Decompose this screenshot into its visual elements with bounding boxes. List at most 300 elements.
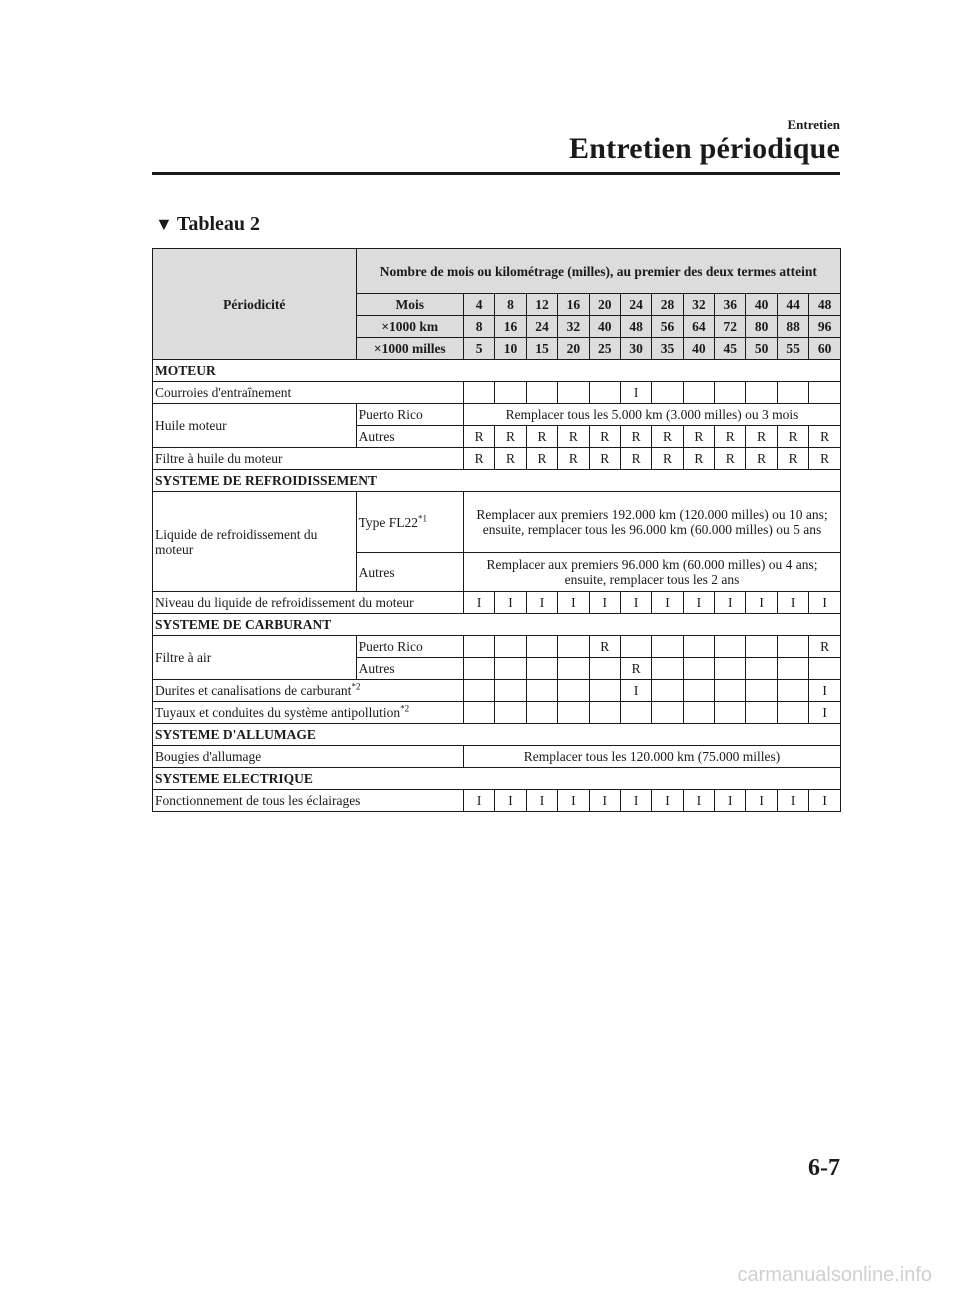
- mark-cell-text: R: [694, 429, 704, 444]
- mark-cell-text: I: [539, 595, 545, 610]
- mark-cell: [746, 702, 777, 724]
- mark-cell-text: R: [474, 429, 484, 444]
- interval-value-text: 24: [629, 297, 643, 312]
- mark-cell: [620, 790, 651, 812]
- interval-value-text: 32: [566, 319, 581, 334]
- mark-cell: [777, 790, 808, 812]
- interval-value: [809, 338, 841, 360]
- interval-label-text: ×1000 km: [381, 319, 439, 334]
- mark-cell: [746, 426, 777, 448]
- interval-value: [620, 316, 651, 338]
- interval-value: [715, 294, 746, 316]
- item-label-text: Liquide de refroidissement du moteur: [155, 526, 318, 557]
- mark-cell: [652, 448, 683, 470]
- item-note: [463, 404, 840, 426]
- mark-cell: [495, 658, 526, 680]
- mark-cell: [558, 790, 589, 812]
- mark-cell: [652, 658, 683, 680]
- mark-cell-text: I: [790, 793, 796, 808]
- mark-cell: [589, 680, 620, 702]
- mark-cell: [526, 448, 557, 470]
- mark-cell-text: R: [568, 451, 578, 466]
- interval-value-text: 8: [475, 319, 483, 334]
- table-row: [153, 746, 841, 768]
- mark-cell: [809, 448, 841, 470]
- interval-value-text: 60: [817, 341, 832, 356]
- mark-cell: [809, 702, 841, 724]
- mark-cell: [809, 658, 841, 680]
- mark-cell: [558, 382, 589, 404]
- mark-cell: [558, 702, 589, 724]
- periodicity-label: [153, 249, 357, 360]
- mark-cell-text: R: [757, 451, 767, 466]
- mark-cell-text: R: [694, 451, 704, 466]
- mark-cell-text: I: [822, 793, 827, 808]
- sub-label: [356, 553, 463, 592]
- mark-cell-text: I: [822, 683, 827, 698]
- interval-value: [809, 316, 841, 338]
- mark-cell: [558, 658, 589, 680]
- interval-value: [589, 338, 620, 360]
- mark-cell: [809, 636, 841, 658]
- footnote-ref: *2: [400, 703, 410, 714]
- mark-cell-text: I: [476, 595, 482, 610]
- sub-label: [356, 658, 463, 680]
- interval-value: [652, 316, 683, 338]
- mark-cell-text: I: [476, 793, 482, 808]
- interval-value: [683, 316, 714, 338]
- mark-cell-text: R: [788, 429, 798, 444]
- interval-value-text: 36: [723, 297, 738, 312]
- interval-value: [652, 338, 683, 360]
- item-note-text: Remplacer tous les 5.000 km (3.000 milles) ou 3 mois: [505, 407, 799, 422]
- mark-cell-text: I: [728, 595, 733, 610]
- interval-value-text: 32: [692, 297, 706, 312]
- sub-label-text: Puerto Rico: [358, 639, 423, 654]
- mark-cell: [463, 702, 494, 724]
- interval-caption: [356, 249, 840, 294]
- interval-value: [809, 294, 841, 316]
- mark-cell: [652, 790, 683, 812]
- sub-label-text: Autres: [358, 564, 395, 580]
- item-note: [463, 746, 840, 768]
- table-row: [153, 592, 841, 614]
- mark-cell: [526, 790, 557, 812]
- mark-cell-text: R: [725, 429, 735, 444]
- interval-value-text: 24: [535, 319, 549, 334]
- mark-cell: [589, 702, 620, 724]
- sub-label: [356, 636, 463, 658]
- mark-cell: [558, 636, 589, 658]
- item-label: [153, 636, 357, 680]
- mark-cell: [652, 636, 683, 658]
- watermark: carmanualsonline.info: [737, 1264, 932, 1286]
- triangle-marker-icon: ▼: [155, 214, 173, 234]
- mark-cell-text: R: [725, 451, 735, 466]
- mark-cell: [589, 658, 620, 680]
- interval-value-text: 55: [786, 341, 800, 356]
- mark-cell: [746, 592, 777, 614]
- mark-cell: [777, 592, 808, 614]
- mark-cell-text: I: [759, 793, 764, 808]
- mark-cell: [683, 702, 714, 724]
- mark-cell-text: I: [633, 595, 639, 610]
- table-row: [153, 680, 841, 702]
- interval-value: [495, 294, 526, 316]
- interval-value-text: 64: [692, 319, 706, 334]
- mark-cell: [777, 680, 808, 702]
- mark-cell-text: R: [820, 429, 830, 444]
- item-label-text: Filtre à air: [155, 650, 212, 665]
- mark-cell: [715, 636, 746, 658]
- mark-cell: [495, 592, 526, 614]
- interval-value: [777, 294, 808, 316]
- mark-cell: [620, 426, 651, 448]
- interval-value: [526, 294, 557, 316]
- mark-cell: [495, 448, 526, 470]
- mark-cell: [526, 702, 557, 724]
- mark-cell-text: R: [506, 429, 516, 444]
- mark-cell: [495, 680, 526, 702]
- mark-cell: [526, 680, 557, 702]
- item-note-text: Remplacer aux premiers 192.000 km (120.000 milles) ou 10 ans; ensuite, remplacer tous les 96.000 km (60.000 milles) ou 5 ans: [476, 507, 828, 537]
- interval-value: [558, 338, 589, 360]
- item-label: [153, 404, 357, 448]
- mark-cell: [558, 448, 589, 470]
- table-row: [153, 702, 841, 724]
- section-electrique-text: SYSTEME ELECTRIQUE: [155, 771, 313, 786]
- mark-cell-text: R: [788, 451, 798, 466]
- mark-cell-text: R: [537, 429, 547, 444]
- mark-cell: [463, 448, 494, 470]
- mark-cell: [683, 426, 714, 448]
- table-row: [153, 382, 841, 404]
- item-label: [153, 592, 464, 614]
- item-label-text: Fonctionnement de tous les éclairages: [155, 793, 361, 808]
- section-moteur: [153, 360, 841, 382]
- mark-cell-text: R: [568, 429, 578, 444]
- mark-cell-text: I: [696, 595, 702, 610]
- mark-cell: [746, 636, 777, 658]
- interval-label: [356, 316, 463, 338]
- mark-cell-text: I: [822, 595, 827, 610]
- mark-cell: [652, 680, 683, 702]
- mark-cell: [777, 382, 808, 404]
- item-label-text: Courroies d'entraînement: [155, 385, 292, 400]
- mark-cell-text: R: [631, 451, 641, 466]
- interval-value: [715, 316, 746, 338]
- section-row: [153, 768, 841, 790]
- interval-label-text: ×1000 milles: [373, 341, 446, 356]
- sub-label: [356, 492, 463, 553]
- interval-value: [746, 294, 777, 316]
- mark-cell-text: R: [600, 429, 610, 444]
- mark-cell: [683, 448, 714, 470]
- mark-cell-text: R: [506, 451, 516, 466]
- table-header-row: [153, 249, 841, 294]
- item-note: [463, 553, 840, 592]
- mark-cell: [558, 680, 589, 702]
- section-allumage: [153, 724, 841, 746]
- section-row: [153, 724, 841, 746]
- interval-value: [746, 316, 777, 338]
- item-note-text: Remplacer tous les 120.000 km (75.000 milles): [523, 749, 781, 764]
- mark-cell: [620, 702, 651, 724]
- mark-cell: [746, 658, 777, 680]
- mark-cell-text: I: [633, 793, 639, 808]
- interval-label: [356, 338, 463, 360]
- interval-value: [589, 316, 620, 338]
- interval-value-text: 16: [503, 319, 518, 334]
- interval-value: [715, 338, 746, 360]
- interval-value-text: 48: [817, 297, 832, 312]
- mark-cell: [652, 382, 683, 404]
- mark-cell: [495, 790, 526, 812]
- mark-cell: [777, 426, 808, 448]
- mark-cell-text: R: [474, 451, 484, 466]
- mark-cell: [652, 426, 683, 448]
- mark-cell: [463, 680, 494, 702]
- mark-cell: [746, 790, 777, 812]
- item-note-text: Remplacer aux premiers 96.000 km (60.000 milles) ou 4 ans; ensuite, remplacer tous les 2 ans: [486, 557, 818, 587]
- sub-label-text: Autres: [358, 429, 395, 444]
- mark-cell: [715, 448, 746, 470]
- mark-cell: [589, 636, 620, 658]
- sub-label: [356, 404, 463, 426]
- mark-cell: [683, 636, 714, 658]
- interval-value-text: 50: [754, 341, 769, 356]
- sub-label: [356, 426, 463, 448]
- table-row: [153, 492, 841, 553]
- interval-value-text: 12: [535, 297, 549, 312]
- item-label: [153, 448, 464, 470]
- mark-cell-text: I: [633, 385, 639, 400]
- interval-value: [777, 338, 808, 360]
- interval-value-text: 25: [597, 341, 612, 356]
- interval-value-text: 40: [692, 341, 706, 356]
- mark-cell: [589, 448, 620, 470]
- mark-cell: [809, 426, 841, 448]
- sub-label-text: Autres: [358, 661, 395, 676]
- mark-cell: [715, 680, 746, 702]
- mark-cell-text: R: [663, 451, 673, 466]
- header-rule: [152, 172, 840, 175]
- section-row: [153, 360, 841, 382]
- interval-value-text: 20: [597, 297, 612, 312]
- section-row: [153, 470, 841, 492]
- mark-cell-text: I: [571, 595, 576, 610]
- item-label: [153, 492, 357, 592]
- section-row: [153, 614, 841, 636]
- interval-value-text: 96: [817, 319, 832, 334]
- interval-value: [620, 294, 651, 316]
- mark-cell: [558, 426, 589, 448]
- interval-value-text: 4: [475, 297, 483, 312]
- interval-value: [558, 294, 589, 316]
- mark-cell-text: R: [757, 429, 767, 444]
- mark-cell-text: R: [600, 639, 610, 654]
- mark-cell: [683, 658, 714, 680]
- mark-cell-text: I: [790, 595, 796, 610]
- mark-cell-text: I: [571, 793, 576, 808]
- mark-cell: [809, 382, 841, 404]
- mark-cell: [715, 592, 746, 614]
- mark-cell-text: I: [696, 793, 702, 808]
- interval-value: [495, 338, 526, 360]
- mark-cell: [526, 426, 557, 448]
- item-label-text: Durites et canalisations de carburant: [155, 683, 352, 698]
- mark-cell: [463, 636, 494, 658]
- mark-cell: [495, 382, 526, 404]
- mark-cell: [620, 592, 651, 614]
- interval-value-text: 48: [629, 319, 643, 334]
- mark-cell: [620, 382, 651, 404]
- item-label: [153, 746, 464, 768]
- mark-cell: [620, 636, 651, 658]
- interval-value: [620, 338, 651, 360]
- item-label-text: Bougies d'allumage: [155, 749, 262, 764]
- mark-cell-text: I: [665, 793, 670, 808]
- mark-cell: [620, 658, 651, 680]
- page-title: Entretien périodique: [569, 132, 840, 165]
- footnote-ref: *1: [418, 513, 428, 523]
- mark-cell: [589, 790, 620, 812]
- mark-cell: [652, 592, 683, 614]
- mark-cell-text: I: [602, 595, 607, 610]
- mark-cell: [715, 790, 746, 812]
- interval-value-text: 10: [503, 341, 518, 356]
- mark-cell: [589, 382, 620, 404]
- interval-value: [463, 294, 494, 316]
- section-refroidissement-text: SYSTEME DE REFROIDISSEMENT: [155, 473, 378, 488]
- interval-value: [683, 294, 714, 316]
- interval-value: [558, 316, 589, 338]
- interval-value-text: 16: [566, 297, 581, 312]
- section-electrique: [153, 768, 841, 790]
- section-carburant-text: SYSTEME DE CARBURANT: [155, 617, 332, 632]
- mark-cell-text: R: [631, 661, 641, 676]
- interval-value-text: 5: [475, 341, 483, 356]
- mark-cell: [463, 382, 494, 404]
- mark-cell: [809, 592, 841, 614]
- item-label: [153, 382, 464, 404]
- interval-value-text: 30: [629, 341, 643, 356]
- item-label-text: Huile moteur: [155, 418, 227, 433]
- table-row: [153, 404, 841, 426]
- mark-cell: [777, 448, 808, 470]
- interval-value: [589, 294, 620, 316]
- interval-value-text: 56: [660, 319, 675, 334]
- mark-cell: [463, 426, 494, 448]
- interval-value: [526, 338, 557, 360]
- mark-cell: [809, 790, 841, 812]
- footnote-ref: *2: [351, 681, 361, 692]
- mark-cell: [715, 702, 746, 724]
- periodicity-label-text: Périodicité: [223, 296, 286, 312]
- mark-cell: [777, 636, 808, 658]
- section-carburant: [153, 614, 841, 636]
- interval-value-text: 20: [566, 341, 581, 356]
- mark-cell-text: I: [759, 595, 764, 610]
- sub-label-text: Puerto Rico: [358, 407, 423, 422]
- mark-cell: [526, 382, 557, 404]
- interval-value-text: 28: [660, 297, 675, 312]
- interval-value: [495, 316, 526, 338]
- interval-value-text: 80: [754, 319, 769, 334]
- mark-cell-text: R: [663, 429, 673, 444]
- interval-value-text: 45: [723, 341, 738, 356]
- mark-cell: [777, 702, 808, 724]
- item-label-text: Filtre à huile du moteur: [155, 451, 283, 466]
- interval-value-text: 35: [660, 341, 675, 356]
- mark-cell: [683, 680, 714, 702]
- mark-cell: [526, 592, 557, 614]
- mark-cell: [463, 790, 494, 812]
- interval-value-text: 72: [723, 319, 738, 334]
- mark-cell: [463, 592, 494, 614]
- mark-cell: [620, 448, 651, 470]
- mark-cell: [746, 680, 777, 702]
- item-label: [153, 680, 464, 702]
- table-row: [153, 636, 841, 658]
- mark-cell: [463, 658, 494, 680]
- mark-cell: [715, 658, 746, 680]
- mark-cell-text: I: [822, 705, 827, 720]
- mark-cell: [683, 790, 714, 812]
- mark-cell: [777, 658, 808, 680]
- section-allumage-text: SYSTEME D'ALLUMAGE: [155, 727, 316, 742]
- mark-cell-text: I: [633, 683, 639, 698]
- maintenance-schedule-table: [152, 248, 841, 812]
- interval-value-text: 88: [786, 319, 800, 334]
- interval-value-text: 40: [597, 319, 612, 334]
- mark-cell: [809, 680, 841, 702]
- mark-cell: [746, 382, 777, 404]
- mark-cell: [495, 636, 526, 658]
- interval-value-text: 15: [535, 341, 549, 356]
- mark-cell-text: I: [602, 793, 607, 808]
- mark-cell-text: I: [539, 793, 545, 808]
- interval-value: [463, 338, 494, 360]
- mark-cell-text: R: [820, 451, 830, 466]
- table-title: [155, 213, 260, 236]
- mark-cell-text: I: [508, 793, 513, 808]
- mark-cell: [715, 426, 746, 448]
- section-label: Entretien: [787, 117, 840, 132]
- interval-label-text: Mois: [395, 297, 425, 312]
- interval-value: [683, 338, 714, 360]
- mark-cell: [652, 702, 683, 724]
- mark-cell: [620, 680, 651, 702]
- mark-cell-text: R: [600, 451, 610, 466]
- mark-cell-text: R: [631, 429, 641, 444]
- item-label-text: Tuyaux et conduites du système antipollution: [155, 705, 401, 720]
- interval-value: [746, 338, 777, 360]
- interval-value-text: 8: [507, 297, 514, 312]
- interval-value: [652, 294, 683, 316]
- interval-value: [526, 316, 557, 338]
- section-refroidissement: [153, 470, 841, 492]
- mark-cell-text: I: [508, 595, 513, 610]
- item-label: [153, 702, 464, 724]
- interval-label: [356, 294, 463, 316]
- interval-value-text: 40: [754, 297, 769, 312]
- page-number: 6-7: [808, 1155, 840, 1181]
- table-row: [153, 790, 841, 812]
- table-row: [153, 448, 841, 470]
- mark-cell: [589, 426, 620, 448]
- mark-cell-text: I: [665, 595, 670, 610]
